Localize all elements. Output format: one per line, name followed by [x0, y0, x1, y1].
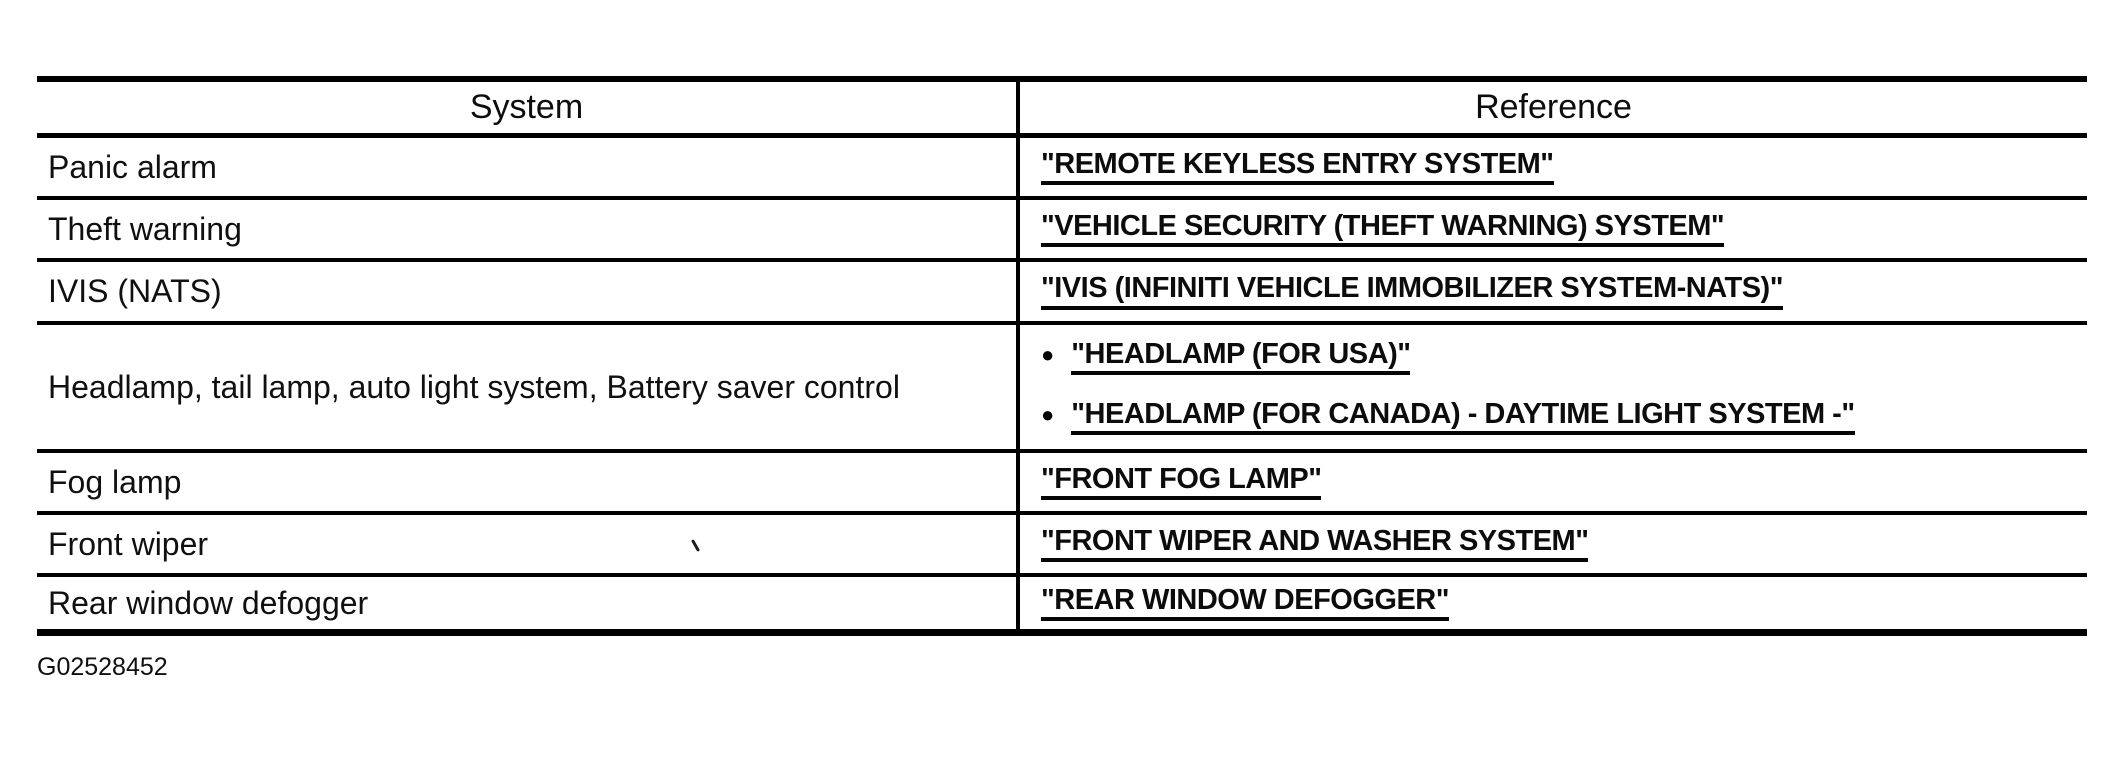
reference-line [1041, 273, 2087, 309]
system-cell: Rear window defogger [37, 577, 1020, 629]
reference-link[interactable]: "HEADLAMP (FOR CANADA) - DAYTIME LIGHT SYSTEM -" [1071, 399, 1854, 435]
system-cell: Headlamp, tail lamp, auto light system, Battery saver control [37, 325, 1020, 449]
table-header-row [37, 82, 2087, 138]
reference-cell [1020, 515, 2087, 573]
reference-line [1041, 585, 2087, 621]
reference-line [1041, 339, 2087, 375]
reference-cell [1020, 577, 2087, 629]
table-row [37, 262, 2087, 325]
reference-line [1041, 399, 2087, 435]
reference-cell [1020, 325, 2087, 449]
reference-link[interactable]: "REMOTE KEYLESS ENTRY SYSTEM" [1041, 149, 1554, 185]
reference-link[interactable]: "FRONT WIPER AND WASHER SYSTEM" [1041, 526, 1588, 562]
table-row [37, 200, 2087, 262]
table-row [37, 577, 2087, 629]
system-cell: Theft warning [37, 200, 1020, 258]
reference-link[interactable]: "HEADLAMP (FOR USA)" [1071, 339, 1410, 375]
reference-cell [1020, 138, 2087, 196]
system-cell: Panic alarm [37, 138, 1020, 196]
reference-cell [1020, 453, 2087, 511]
reference-column-header: Reference [1475, 88, 1632, 126]
system-reference-table [37, 76, 2087, 636]
reference-link[interactable]: "VEHICLE SECURITY (THEFT WARNING) SYSTEM" [1041, 211, 1724, 247]
system-cell: Front wiper [37, 515, 1020, 573]
reference-cell [1020, 262, 2087, 321]
reference-line [1041, 526, 2087, 562]
bullet-icon: ● [1041, 402, 1055, 428]
table-row [37, 138, 2087, 200]
reference-cell [1020, 200, 2087, 258]
reference-line [1041, 149, 2087, 185]
bullet-icon: ● [1041, 341, 1055, 367]
system-cell: Fog lamp [37, 453, 1020, 511]
reference-link[interactable]: "REAR WINDOW DEFOGGER" [1041, 585, 1449, 621]
reference-line [1041, 464, 2087, 500]
reference-link[interactable]: "IVIS (INFINITI VEHICLE IMMOBILIZER SYSTEM-NATS)" [1041, 273, 1783, 309]
table-row [37, 325, 2087, 453]
reference-link[interactable]: "FRONT FOG LAMP" [1041, 464, 1321, 500]
table-row [37, 453, 2087, 515]
table-row [37, 515, 2087, 577]
figure-id-label: G02528452 [37, 653, 168, 681]
system-column-header: System [37, 82, 1020, 133]
system-cell: IVIS (NATS) [37, 262, 1020, 321]
reference-line [1041, 211, 2087, 247]
